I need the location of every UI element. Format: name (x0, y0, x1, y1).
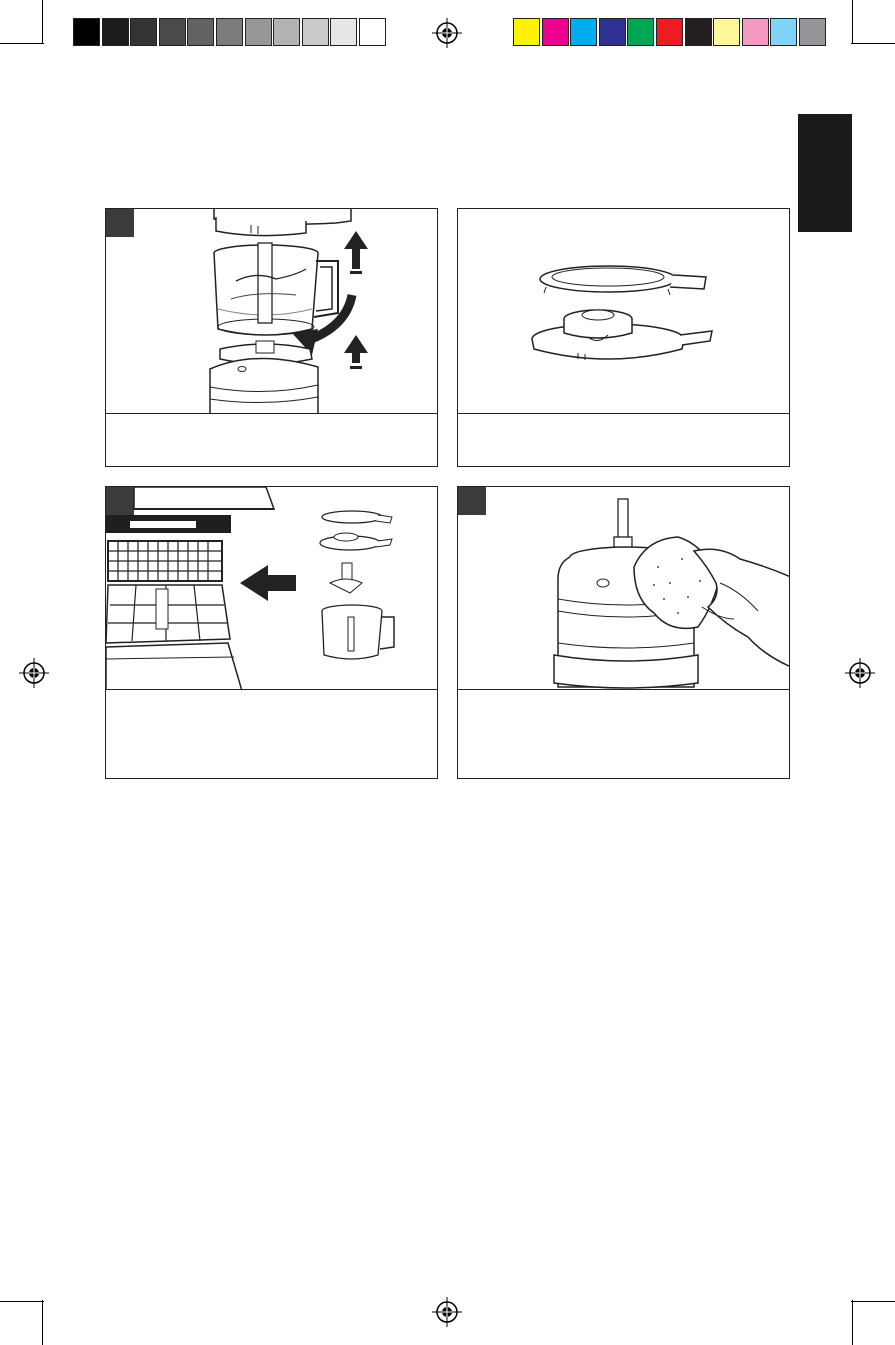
color-swatch (159, 18, 186, 46)
color-swatch (799, 18, 826, 46)
color-swatch (302, 18, 329, 46)
remove-bowl-illustration (106, 209, 438, 415)
color-swatch (330, 18, 357, 46)
step-panel-4 (457, 486, 790, 779)
registration-mark-icon (432, 1297, 462, 1327)
registration-mark-icon (19, 658, 49, 688)
color-swatch (770, 18, 797, 46)
wipe-base-illustration (458, 487, 790, 691)
step-caption (458, 689, 789, 778)
step-caption (106, 413, 437, 466)
color-swatch (359, 18, 386, 46)
step-caption (106, 689, 437, 778)
lid-parts-illustration (458, 209, 790, 415)
step-panel-2 (457, 208, 790, 467)
step-panel-3 (105, 486, 438, 779)
color-swatch (73, 18, 100, 46)
color-swatch (599, 18, 626, 46)
color-swatch (102, 18, 129, 46)
color-swatch (542, 18, 569, 46)
registration-mark-icon (845, 658, 875, 688)
color-swatch (245, 18, 272, 46)
color-swatch (742, 18, 769, 46)
registration-mark-icon (432, 18, 462, 48)
color-swatch (656, 18, 683, 46)
color-swatch (130, 18, 157, 46)
step-panel-1 (105, 208, 438, 467)
dishwasher-illustration (106, 487, 438, 691)
color-swatch (187, 18, 214, 46)
color-swatch (627, 18, 654, 46)
step-caption (458, 413, 789, 466)
color-swatch (513, 18, 540, 46)
language-tab (798, 114, 852, 232)
color-swatch (685, 18, 712, 46)
color-swatch (570, 18, 597, 46)
color-swatch (273, 18, 300, 46)
color-swatch (216, 18, 243, 46)
color-swatch (713, 18, 740, 46)
